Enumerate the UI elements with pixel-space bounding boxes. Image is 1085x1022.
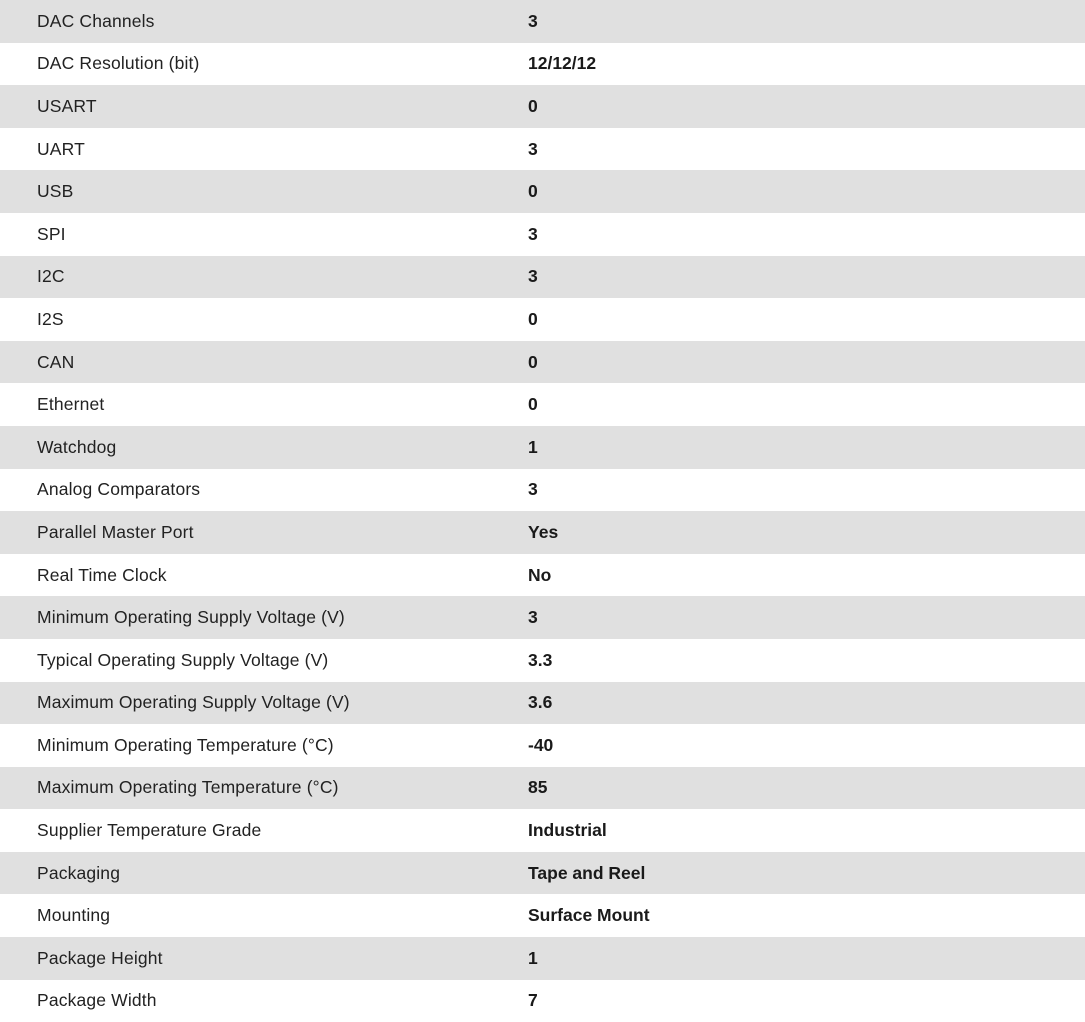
spec-label: Package Width bbox=[37, 990, 157, 1011]
spec-label: Ethernet bbox=[37, 394, 105, 415]
spec-value: 1 bbox=[528, 436, 538, 457]
spec-value: 3 bbox=[528, 223, 538, 244]
spec-row-parallel-master-port bbox=[0, 511, 1085, 554]
spec-label: USB bbox=[37, 181, 74, 202]
spec-row-usart bbox=[0, 85, 1085, 128]
spec-label: Maximum Operating Temperature (°C) bbox=[37, 777, 339, 798]
spec-row-usb bbox=[0, 170, 1085, 213]
spec-row-uart bbox=[0, 128, 1085, 171]
spec-label: Watchdog bbox=[37, 436, 117, 457]
spec-label: Real Time Clock bbox=[37, 564, 167, 585]
spec-row-real-time-clock bbox=[0, 554, 1085, 597]
spec-label: DAC Channels bbox=[37, 10, 155, 31]
spec-row-watchdog bbox=[0, 426, 1085, 469]
spec-row-max-temperature bbox=[0, 767, 1085, 810]
spec-label: SPI bbox=[37, 223, 66, 244]
spec-label: Package Height bbox=[37, 947, 163, 968]
spec-row-i2s bbox=[0, 298, 1085, 341]
spec-label: DAC Resolution (bit) bbox=[37, 53, 200, 74]
spec-value: 0 bbox=[528, 181, 538, 202]
spec-row-typ-supply-voltage bbox=[0, 639, 1085, 682]
spec-value: 3 bbox=[528, 607, 538, 628]
spec-value: 12/12/12 bbox=[528, 53, 597, 74]
spec-row-can bbox=[0, 341, 1085, 384]
spec-value: 1 bbox=[528, 947, 538, 968]
spec-label: Minimum Operating Supply Voltage (V) bbox=[37, 607, 345, 628]
spec-value: 3 bbox=[528, 138, 538, 159]
spec-value: -40 bbox=[528, 734, 554, 755]
spec-value: No bbox=[528, 564, 552, 585]
spec-value: 3 bbox=[528, 266, 538, 287]
spec-row-packaging bbox=[0, 852, 1085, 895]
spec-value: 0 bbox=[528, 351, 538, 372]
spec-row-temperature-grade bbox=[0, 809, 1085, 852]
spec-label: Analog Comparators bbox=[37, 479, 201, 500]
spec-row-dac-channels bbox=[0, 0, 1085, 43]
spec-row-i2c bbox=[0, 256, 1085, 299]
spec-value: 7 bbox=[528, 990, 538, 1011]
spec-row-spi bbox=[0, 213, 1085, 256]
spec-value: 3 bbox=[528, 10, 538, 31]
spec-row-min-temperature bbox=[0, 724, 1085, 767]
spec-row-ethernet bbox=[0, 383, 1085, 426]
spec-value: 85 bbox=[528, 777, 548, 798]
spec-label: Mounting bbox=[37, 905, 111, 926]
spec-label: Typical Operating Supply Voltage (V) bbox=[37, 649, 329, 670]
spec-row-analog-comparators bbox=[0, 469, 1085, 512]
spec-value: 0 bbox=[528, 95, 538, 116]
spec-value: 0 bbox=[528, 394, 538, 415]
spec-value: Surface Mount bbox=[528, 905, 650, 926]
spec-row-max-supply-voltage bbox=[0, 682, 1085, 725]
spec-value: 3.3 bbox=[528, 649, 553, 670]
spec-label: UART bbox=[37, 138, 85, 159]
spec-value: 0 bbox=[528, 308, 538, 329]
spec-value: Yes bbox=[528, 521, 559, 542]
spec-label: Maximum Operating Supply Voltage (V) bbox=[37, 692, 350, 713]
spec-label: Supplier Temperature Grade bbox=[37, 820, 262, 841]
spec-row-package-width bbox=[0, 980, 1085, 1022]
spec-row-mounting bbox=[0, 894, 1085, 937]
spec-label: CAN bbox=[37, 351, 75, 372]
spec-value: Tape and Reel bbox=[528, 862, 646, 883]
spec-row-dac-resolution bbox=[0, 43, 1085, 86]
spec-label: I2S bbox=[37, 308, 64, 329]
spec-label: Parallel Master Port bbox=[37, 521, 194, 542]
spec-row-min-supply-voltage bbox=[0, 596, 1085, 639]
spec-row-package-height bbox=[0, 937, 1085, 980]
spec-label: Minimum Operating Temperature (°C) bbox=[37, 734, 334, 755]
spec-label: I2C bbox=[37, 266, 65, 287]
spec-value: 3 bbox=[528, 479, 538, 500]
spec-label: USART bbox=[37, 95, 97, 116]
spec-value: Industrial bbox=[528, 820, 607, 841]
spec-label: Packaging bbox=[37, 862, 121, 883]
spec-value: 3.6 bbox=[528, 692, 553, 713]
